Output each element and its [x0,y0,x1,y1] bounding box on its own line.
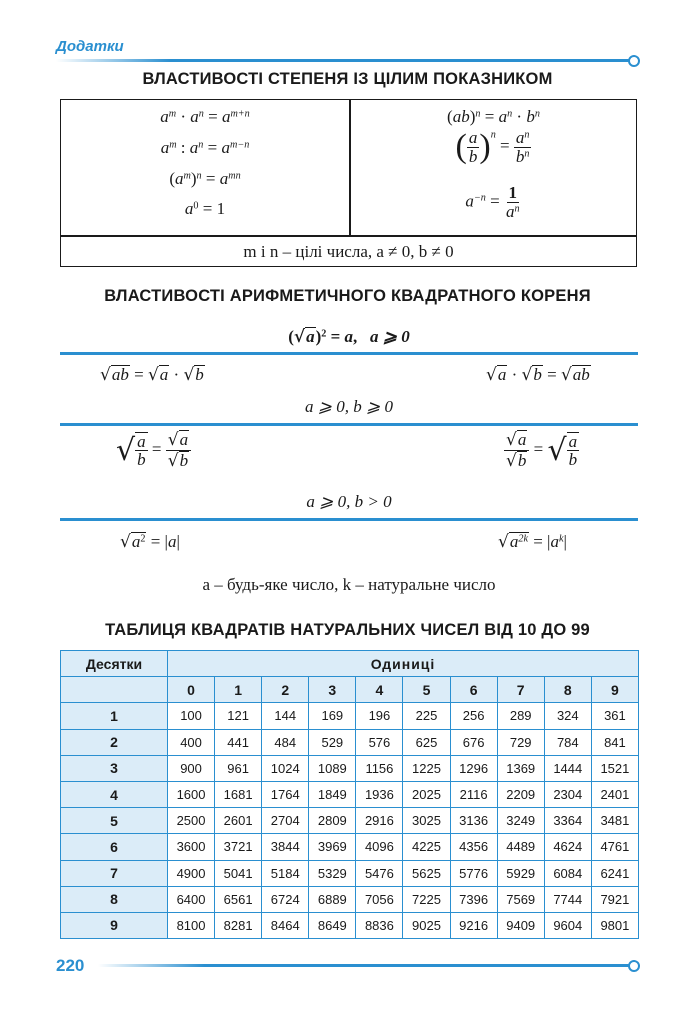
formula-root-of-even-power: $√a^{2k} = |a^k|$ [498,532,567,552]
table-row [61,729,639,755]
row-tens: 9 [61,912,168,938]
formula-root-of-product: √ab = √a · √b [100,365,204,385]
table-cell: 3481 [591,808,638,834]
footer-rule-end-icon [628,960,640,972]
table-cell: 900 [168,755,215,781]
table-cell: 2601 [215,808,262,834]
table-cell: 6084 [544,860,591,886]
table-cell: 6241 [591,860,638,886]
table-cell: 676 [450,729,497,755]
table-cell: 1936 [356,781,403,807]
unit-header: 5 [403,677,450,703]
header-rule-end-icon [628,55,640,67]
table-cell: 961 [215,755,262,781]
table-cell: 5476 [356,860,403,886]
table-cell: 1156 [356,755,403,781]
unit-header: 4 [356,677,403,703]
table-cell: 7396 [450,886,497,912]
powers-condition: m і n – цілі числа, a ≠ 0, b ≠ 0 [243,242,454,261]
table-cell: 1521 [591,755,638,781]
table-cell: 289 [497,703,544,729]
table-cell: 256 [450,703,497,729]
table-cell: 4624 [544,834,591,860]
table-cell: 529 [309,729,356,755]
table-cell: 1024 [262,755,309,781]
row-tens: 5 [61,808,168,834]
table-cell: 196 [356,703,403,729]
table-cell: 5929 [497,860,544,886]
table-cell: 1089 [309,755,356,781]
formula-fraction-power: ( $\frac{a}{b}$ )$^n$ = $\frac{a^n}{b^n}$ [455,127,530,166]
row-tens: 1 [61,703,168,729]
table-cell: 625 [403,729,450,755]
table-cell: 9216 [450,912,497,938]
table-cell: 7921 [591,886,638,912]
table-cell: 2025 [403,781,450,807]
table-cell: 8649 [309,912,356,938]
squares-title: ТАБЛИЦЯ КВАДРАТІВ НАТУРАЛЬНИХ ЧИСЕЛ ВІД 10 ДО 99 [105,621,590,639]
table-cell: 729 [497,729,544,755]
formula-product-of-roots: √a · √b = √ab [486,365,590,385]
unit-header: 6 [450,677,497,703]
table-cell: 400 [168,729,215,755]
table-cell: 4356 [450,834,497,860]
formula-root-of-quotient: √ $\frac{a}{b}$ = $\frac{√a}{√b}$ [116,430,191,471]
row-tens: 8 [61,886,168,912]
roots-condition-3: a ⩾ 0, b > 0 [306,492,392,511]
table-cell: 8464 [262,912,309,938]
table-cell: 5329 [309,860,356,886]
table-cell: 169 [309,703,356,729]
row-tens: 2 [61,729,168,755]
section-label: Додатки [56,38,124,55]
formula-negative-power: $a^{-n}$ = $\frac{1}{a^n}$ [465,183,520,221]
roots-divider-1 [60,352,638,355]
table-cell: 4761 [591,834,638,860]
roots-note: a – будь-яке число, k – натуральне число [202,575,496,594]
row-tens: 7 [61,860,168,886]
squares-table-body [61,703,639,939]
formula-power-of-power: $(a^m)^n = a^{mn}$ [169,169,241,188]
table-cell: 841 [591,729,638,755]
formula-zero-power: $a^0 = 1$ [184,199,226,218]
table-cell: 324 [544,703,591,729]
table-cell: 5041 [215,860,262,886]
unit-header: 0 [168,677,215,703]
table-cell: 225 [403,703,450,729]
table-cell: 4096 [356,834,403,860]
table-row [61,834,639,860]
unit-header: 3 [309,677,356,703]
table-cell: 3969 [309,834,356,860]
formula-square-of-root: $(√a)^2 = a$, a ⩾ 0 [288,327,410,347]
table-cell: 6889 [309,886,356,912]
table-row [61,703,639,729]
header-rule [56,59,630,62]
table-cell: 441 [215,729,262,755]
table-cell: 7569 [497,886,544,912]
table-cell: 1849 [309,781,356,807]
table-cell: 8281 [215,912,262,938]
unit-header: 2 [262,677,309,703]
table-cell: 3721 [215,834,262,860]
table-cell: 1764 [262,781,309,807]
table-cell: 5184 [262,860,309,886]
table-cell: 9801 [591,912,638,938]
roots-condition-2: a ⩾ 0, b ⩾ 0 [305,397,393,416]
formula-product-powers: $a^m \cdot a^n = a^{m+n}$ [160,107,250,126]
table-cell: 4900 [168,860,215,886]
table-cell: 100 [168,703,215,729]
tens-header-blank [61,677,168,703]
unit-header: 1 [215,677,262,703]
powers-title: ВЛАСТИВОСТІ СТЕПЕНЯ ІЗ ЦІЛИМ ПОКАЗНИКОМ [142,70,553,88]
table-cell: 2500 [168,808,215,834]
table-cell: 4225 [403,834,450,860]
row-tens: 4 [61,781,168,807]
unit-header: 9 [591,677,638,703]
table-cell: 7225 [403,886,450,912]
table-row [61,808,639,834]
footer-rule [98,964,630,967]
page-number: 220 [56,956,85,975]
roots-divider-3 [60,518,638,521]
table-cell: 2916 [356,808,403,834]
table-cell: 2704 [262,808,309,834]
table-cell: 2209 [497,781,544,807]
table-cell: 144 [262,703,309,729]
formula-quotient-powers: $a^m$ : $a^n = a^{m-n}$ [160,138,250,157]
table-cell: 576 [356,729,403,755]
table-cell: 6561 [215,886,262,912]
roots-title: ВЛАСТИВОСТІ АРИФМЕТИЧНОГО КВАДРАТНОГО КОРЕНЯ [104,287,591,305]
table-cell: 1681 [215,781,262,807]
table-cell: 8100 [168,912,215,938]
formula-quotient-of-roots: $\frac{√a}{√b}$ = √ $\frac{a}{b}$ [506,430,578,471]
table-cell: 121 [215,703,262,729]
table-cell: 8836 [356,912,403,938]
squares-table [60,650,639,939]
table-cell: 2304 [544,781,591,807]
table-cell: 1600 [168,781,215,807]
table-cell: 3600 [168,834,215,860]
table-cell: 3364 [544,808,591,834]
row-tens: 3 [61,755,168,781]
table-row [61,886,639,912]
table-cell: 3025 [403,808,450,834]
formula-root-of-square: $√a^2 = |a|$ [120,532,180,552]
roots-divider-2 [60,423,638,426]
table-row [61,781,639,807]
row-tens: 6 [61,834,168,860]
table-cell: 3844 [262,834,309,860]
table-cell: 2809 [309,808,356,834]
table-cell: 3136 [450,808,497,834]
table-cell: 7744 [544,886,591,912]
table-row [61,755,639,781]
table-cell: 4489 [497,834,544,860]
powers-box-divider-h [60,235,637,237]
table-row [61,860,639,886]
unit-header: 7 [497,677,544,703]
tens-header: Десятки [61,651,168,677]
table-cell: 7056 [356,886,403,912]
table-cell: 1296 [450,755,497,781]
table-cell: 484 [262,729,309,755]
table-cell: 2401 [591,781,638,807]
table-cell: 9025 [403,912,450,938]
table-cell: 3249 [497,808,544,834]
table-cell: 2116 [450,781,497,807]
table-row [61,912,639,938]
formula-product-power: $(ab)^n = a^n \cdot b^n$ [447,107,540,126]
table-cell: 9409 [497,912,544,938]
table-cell: 5625 [403,860,450,886]
table-cell: 1225 [403,755,450,781]
table-cell: 1444 [544,755,591,781]
table-cell: 6724 [262,886,309,912]
table-cell: 361 [591,703,638,729]
table-cell: 5776 [450,860,497,886]
table-cell: 1369 [497,755,544,781]
units-header: Одиниці [168,651,639,677]
table-cell: 6400 [168,886,215,912]
table-cell: 784 [544,729,591,755]
table-cell: 9604 [544,912,591,938]
unit-header: 8 [544,677,591,703]
